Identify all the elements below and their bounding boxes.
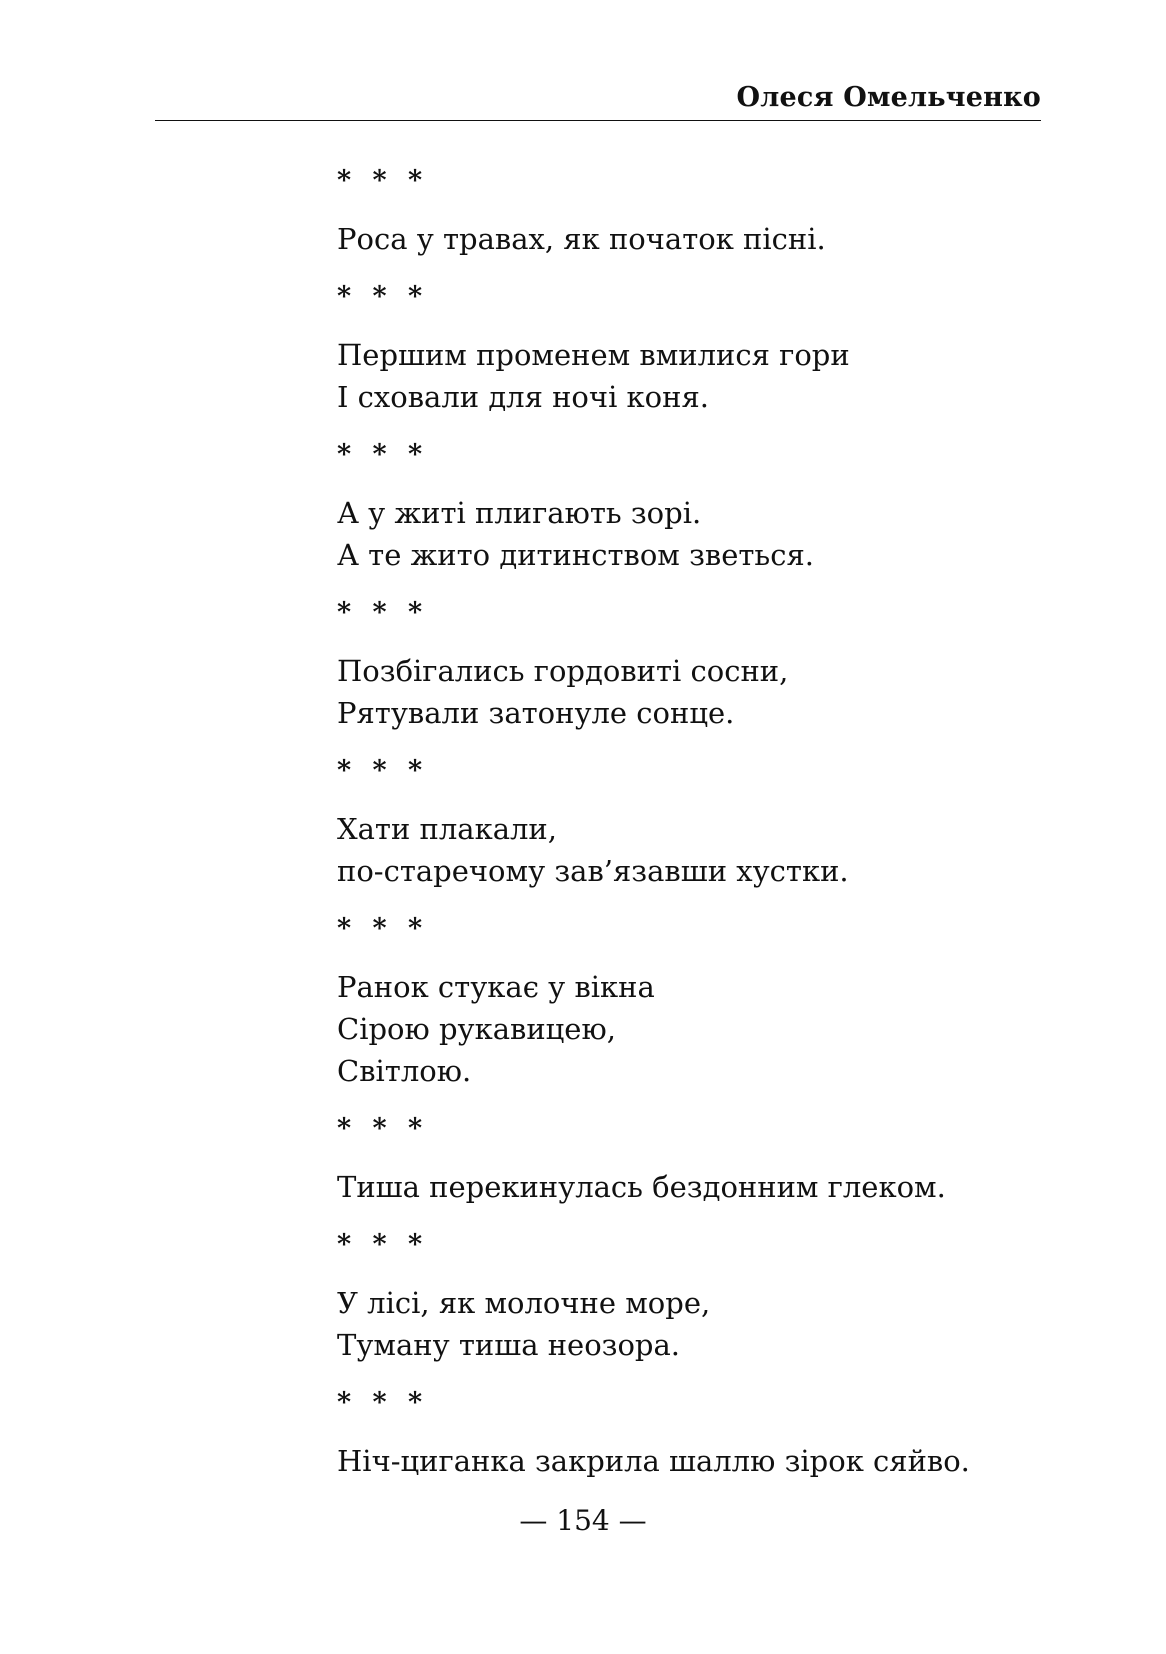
poem-spacer (337, 1092, 1037, 1112)
poem-block (337, 280, 1037, 418)
asterism-separator: * * * (337, 1387, 429, 1418)
asterism-separator: * * * (337, 913, 429, 944)
poem-block (337, 438, 1037, 576)
poem-spacer (337, 576, 1037, 596)
poem-line: І сховали для ночі коня. (337, 380, 709, 414)
poem-spacer (337, 1208, 1037, 1228)
poem-block (337, 1228, 1037, 1366)
poem-line: Першим променем вмилися гори (337, 338, 850, 372)
poem-line: Позбігались гордовиті сосни, (337, 654, 789, 688)
asterism-separator: * * * (337, 281, 429, 312)
poem-collection (337, 164, 1037, 1482)
asterism-separator: * * * (337, 1229, 429, 1260)
poem-line: Ніч-циганка закрила шаллю зірок сяйво. (337, 1444, 970, 1478)
poem-spacer (337, 1366, 1037, 1386)
poem-block (337, 912, 1037, 1092)
asterism-separator: * * * (337, 755, 429, 786)
poem-line: Тиша перекинулась бездонним глеком. (337, 1170, 946, 1204)
poem-line: Туману тиша неозора. (337, 1328, 681, 1362)
poem-block (337, 1112, 1037, 1208)
author-name: Олеся Омельченко (736, 82, 1041, 113)
poem-line: Сірою рукавицею, (337, 1012, 616, 1046)
poem-block (337, 164, 1037, 260)
poem-line: Хати плакали, (337, 812, 557, 846)
poem-block (337, 754, 1037, 892)
page-number: — 154 — (519, 1504, 647, 1537)
poem-spacer (337, 260, 1037, 280)
poem-line: по-старечому зав’язавши хустки. (337, 854, 849, 888)
poem-line: Ранок стукає у вікна (337, 970, 655, 1004)
poem-line: Світлою. (337, 1054, 472, 1088)
poem-line: Рятували затонуле сонце. (337, 696, 735, 730)
poem-spacer (337, 418, 1037, 438)
asterism-separator: * * * (337, 165, 429, 196)
running-header (155, 80, 1041, 121)
poem-line: А те жито дитинством зветься. (337, 538, 814, 572)
poem-spacer (337, 892, 1037, 912)
poem-block (337, 1386, 1037, 1482)
poem-block (337, 596, 1037, 734)
asterism-separator: * * * (337, 439, 429, 470)
poem-spacer (337, 734, 1037, 754)
asterism-separator: * * * (337, 1113, 429, 1144)
asterism-separator: * * * (337, 597, 429, 628)
poem-line: У лісі, як молочне море, (337, 1286, 711, 1320)
poem-line: Роса у травах, як початок пісні. (337, 222, 826, 256)
poem-line: А у житі плигають зорі. (337, 496, 702, 530)
